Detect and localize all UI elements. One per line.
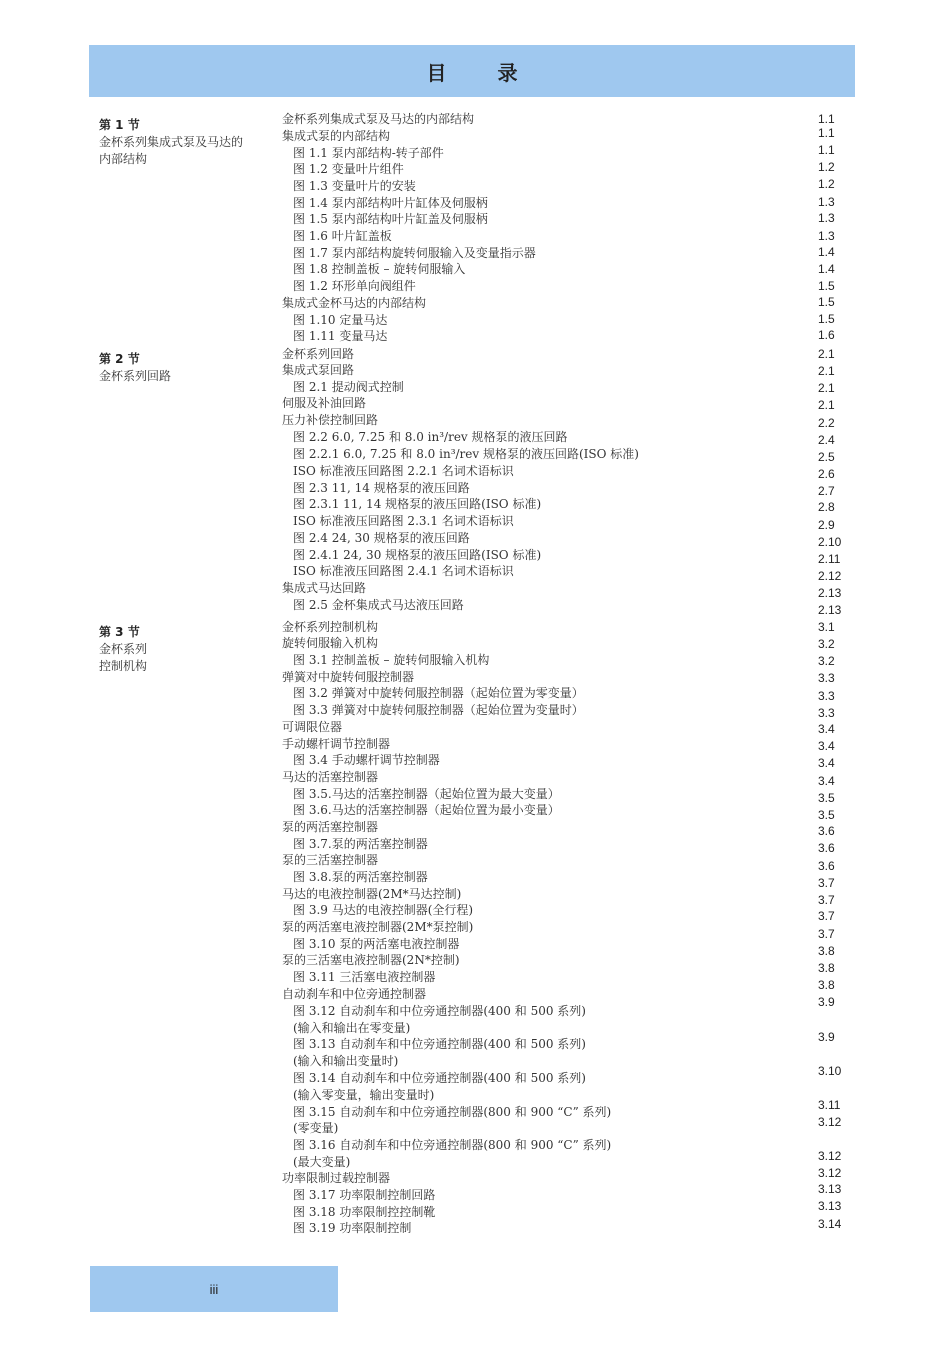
toc-entry: 可调限位器 (282, 720, 343, 734)
toc-entry: 金杯系列控制机构 (282, 620, 379, 634)
toc-entry: 伺服及补油回路 (282, 396, 367, 410)
toc-page-number: 1.5 (818, 279, 835, 293)
toc-entry: ISO 标准液压回路图 2.3.1 名词术语标识 (293, 514, 514, 528)
toc-page-number: 3.7 (818, 893, 835, 907)
toc-entry: 马达的电液控制器(2M*马达控制) (282, 887, 462, 901)
toc-page-number: 2.11 (818, 552, 841, 566)
toc-entry: 图 1.5 泵内部结构叶片缸盖及伺服柄 (293, 212, 488, 226)
toc-page-number: 3.1 (818, 620, 835, 634)
toc-page-number: 1.5 (818, 312, 835, 326)
toc-page-number: 1.3 (818, 211, 835, 225)
toc-entry: 功率限制过载控制器 (282, 1171, 391, 1185)
toc-page-number: 3.2 (818, 637, 835, 651)
toc-page-number: 2.5 (818, 450, 835, 464)
toc-page-number: 3.10 (818, 1064, 842, 1078)
toc-page-number: 3.6 (818, 824, 835, 838)
toc-entry: 图 1.3 变量叶片的安装 (293, 179, 416, 193)
toc-entry: (输入和输出变量时) (293, 1054, 399, 1068)
toc-page-number: 1.4 (818, 245, 835, 259)
toc-entry: 集成式金杯马达的内部结构 (282, 296, 427, 310)
toc-entry: 图 3.18 功率限制控控制靴 (293, 1205, 436, 1219)
toc-page-number: 3.4 (818, 756, 835, 770)
toc-entry: 图 1.2 环形单向阀组件 (293, 279, 416, 293)
toc-page-number: 3.8 (818, 978, 835, 992)
toc-page-number: 3.4 (818, 722, 835, 736)
toc-entry: 图 1.8 控制盖板 – 旋转伺服输入 (293, 262, 466, 276)
toc-entry: 图 1.6 叶片缸盖板 (293, 229, 392, 243)
toc-entry: 泵的三活塞电液控制器(2N*控制) (282, 953, 460, 967)
toc-entry: 旋转伺服输入机构 (282, 636, 379, 650)
toc-entry: 图 3.5.马达的活塞控制器（起始位置为最大变量） (293, 787, 560, 801)
toc-page-number: 2.10 (818, 535, 842, 549)
toc-entry: 集成式泵回路 (282, 363, 355, 377)
toc-page-number: 2.1 (818, 398, 835, 412)
toc-page-number: 1.3 (818, 229, 835, 243)
toc-entry: 图 3.3 弹簧对中旋转伺服控制器（起始位置为变量时） (293, 703, 584, 717)
toc-page-number: 1.1 (818, 143, 835, 157)
toc-entry: 图 3.1 控制盖板 – 旋转伺服输入机构 (293, 653, 490, 667)
toc-page-number: 2.1 (818, 364, 835, 378)
toc-entry: 图 1.1 泵内部结构-转子部件 (293, 146, 444, 160)
toc-entry: 图 1.2 变量叶片组件 (293, 162, 404, 176)
toc-page-number: 3.7 (818, 927, 835, 941)
toc-page-number: 3.5 (818, 791, 835, 805)
toc-page-number: 3.12 (818, 1166, 842, 1180)
toc-page-number: 2.8 (818, 500, 835, 514)
toc-page-number: 2.13 (818, 603, 842, 617)
toc-entry: 图 3.16 自动刹车和中位旁通控制器(800 和 900 “C” 系列) (293, 1138, 612, 1152)
toc-page-number: 1.6 (818, 328, 835, 342)
toc-page-number: 1.4 (818, 262, 835, 276)
toc-entry: 图 1.4 泵内部结构叶片缸体及伺服柄 (293, 196, 488, 210)
toc-entry: 弹簧对中旋转伺服控制器 (282, 670, 415, 684)
toc-page-number: 3.8 (818, 961, 835, 975)
toc-page-number: 3.2 (818, 654, 835, 668)
toc-page-number: 3.5 (818, 808, 835, 822)
toc-page-number: 3.12 (818, 1115, 842, 1129)
section-3 (99, 624, 249, 675)
toc-entry: 金杯系列回路 (282, 347, 355, 361)
toc-page-number: 2.9 (818, 518, 835, 532)
section-title: 金杯系列集成式泵及马达的内部结构 (99, 135, 244, 166)
toc-page-number: 3.14 (818, 1217, 842, 1231)
toc-entry: 图 3.9 马达的电液控制器(全行程) (293, 903, 474, 917)
toc-entry: 图 2.5 金杯集成式马达液压回路 (293, 598, 464, 612)
toc-page-number: 3.11 (818, 1098, 841, 1112)
toc-page-number: 1.1 (818, 126, 835, 140)
toc-entry: 泵的三活塞控制器 (282, 853, 379, 867)
toc-entry: 图 3.12 自动刹车和中位旁通控制器(400 和 500 系列) (293, 1004, 586, 1018)
toc-entry: 自动刹车和中位旁通控制器 (282, 987, 427, 1001)
toc-entry: (输入零变量，输出变量时) (293, 1088, 435, 1102)
toc-entry: 图 3.13 自动刹车和中位旁通控制器(400 和 500 系列) (293, 1037, 586, 1051)
toc-entry: 图 3.14 自动刹车和中位旁通控制器(400 和 500 系列) (293, 1071, 586, 1085)
toc-entry: 图 1.11 变量马达 (293, 329, 388, 343)
toc-page-number: 1.1 (818, 112, 835, 126)
toc-page-number: 2.13 (818, 586, 842, 600)
toc-page-number: 3.7 (818, 876, 835, 890)
toc-entry: 图 3.19 功率限制控制 (293, 1221, 412, 1235)
toc-page-number: 3.7 (818, 909, 835, 923)
section-number: 第 2 节 (99, 352, 140, 366)
toc-page-number: 1.2 (818, 160, 835, 174)
section-title: 金杯系列回路 (99, 369, 172, 383)
toc-page-number: 3.3 (818, 689, 835, 703)
toc-entry: 图 3.8.泵的两活塞控制器 (293, 870, 428, 884)
section-number: 第 1 节 (99, 118, 140, 132)
toc-entry: ISO 标准液压回路图 2.2.1 名词术语标识 (293, 464, 514, 478)
toc-entry: 图 3.7.泵的两活塞控制器 (293, 837, 428, 851)
toc-entry: (输入和输出在零变量) (293, 1021, 411, 1035)
toc-entry: 手动螺杆调节控制器 (282, 737, 391, 751)
toc-entry: 图 2.1 提动阀式控制 (293, 380, 404, 394)
toc-entry: 金杯系列集成式泵及马达的内部结构 (282, 112, 475, 126)
toc-entry: 压力补偿控制回路 (282, 413, 379, 427)
toc-page-number: 3.3 (818, 671, 835, 685)
toc-page-number: 2.12 (818, 569, 842, 583)
toc-entry: 图 3.6.马达的活塞控制器（起始位置为最小变量） (293, 803, 560, 817)
toc-entry: 图 2.3.1 11, 14 规格泵的液压回路(ISO 标准) (293, 497, 542, 511)
toc-entry: 图 2.4 24, 30 规格泵的液压回路 (293, 531, 470, 545)
toc-entry: 图 2.2.1 6.0, 7.25 和 8.0 in³/rev 规格泵的液压回路(ISO 标准) (293, 447, 639, 461)
toc-entry: 图 1.7 泵内部结构旋转伺服输入及变量指示器 (293, 246, 536, 260)
toc-page-number: 3.13 (818, 1182, 842, 1196)
toc-entry: 图 1.10 定量马达 (293, 313, 388, 327)
toc-entry: ISO 标准液压回路图 2.4.1 名词术语标识 (293, 564, 514, 578)
section-title: 金杯系列 控制机构 (99, 642, 148, 673)
toc-entry: 集成式马达回路 (282, 581, 367, 595)
toc-entry: 图 2.4.1 24, 30 规格泵的液压回路(ISO 标准) (293, 548, 542, 562)
toc-page-number: 2.4 (818, 433, 835, 447)
toc-page-number: 2.1 (818, 381, 835, 395)
toc-entry: 图 2.3 11, 14 规格泵的液压回路 (293, 481, 470, 495)
toc-entry: 集成式泵的内部结构 (282, 129, 391, 143)
section-number: 第 3 节 (99, 625, 140, 639)
toc-entry: 图 3.4 手动螺杆调节控制器 (293, 753, 440, 767)
toc-page-number: 1.5 (818, 295, 835, 309)
section-1 (99, 117, 249, 168)
toc-entry: 马达的活塞控制器 (282, 770, 379, 784)
toc-page-number: 3.9 (818, 995, 835, 1009)
toc-page-number: 2.2 (818, 416, 835, 430)
toc-entry: 图 2.2 6.0, 7.25 和 8.0 in³/rev 规格泵的液压回路 (293, 430, 568, 444)
toc-page-number: 3.4 (818, 739, 835, 753)
toc-entry: 图 3.11 三活塞电液控制器 (293, 970, 436, 984)
toc-page-number: 3.9 (818, 1030, 835, 1044)
toc-page-number: 3.8 (818, 944, 835, 958)
toc-page-number: 2.1 (818, 347, 835, 361)
toc-entry: (零变量) (293, 1121, 339, 1135)
toc-page-number: 3.12 (818, 1149, 842, 1163)
toc-entry: 图 3.17 功率限制控制回路 (293, 1188, 436, 1202)
toc-page-number: 3.6 (818, 859, 835, 873)
page-title: 目 录 (426, 60, 540, 85)
toc-entry: 图 3.2 弹簧对中旋转伺服控制器（起始位置为零变量） (293, 686, 584, 700)
toc-page-number: 2.6 (818, 467, 835, 481)
header-bar (89, 45, 855, 97)
toc-page-number: 1.3 (818, 195, 835, 209)
page-number: iii (209, 1281, 219, 1297)
toc-page-number: 3.6 (818, 841, 835, 855)
toc-entry: 泵的两活塞电液控制器(2M*泵控制) (282, 920, 474, 934)
section-2 (99, 351, 249, 385)
toc-entry: 图 3.15 自动刹车和中位旁通控制器(800 和 900 “C” 系列) (293, 1105, 612, 1119)
toc-page-number: 3.13 (818, 1199, 842, 1213)
toc-page-number: 2.7 (818, 484, 835, 498)
toc-page-number: 3.3 (818, 706, 835, 720)
toc-page-number: 3.4 (818, 774, 835, 788)
footer-bar (90, 1266, 338, 1312)
toc-entry: 图 3.10 泵的两活塞电液控制器 (293, 937, 460, 951)
toc-page-number: 1.2 (818, 177, 835, 191)
toc-entry: (最大变量) (293, 1155, 351, 1169)
toc-entry: 泵的两活塞控制器 (282, 820, 379, 834)
